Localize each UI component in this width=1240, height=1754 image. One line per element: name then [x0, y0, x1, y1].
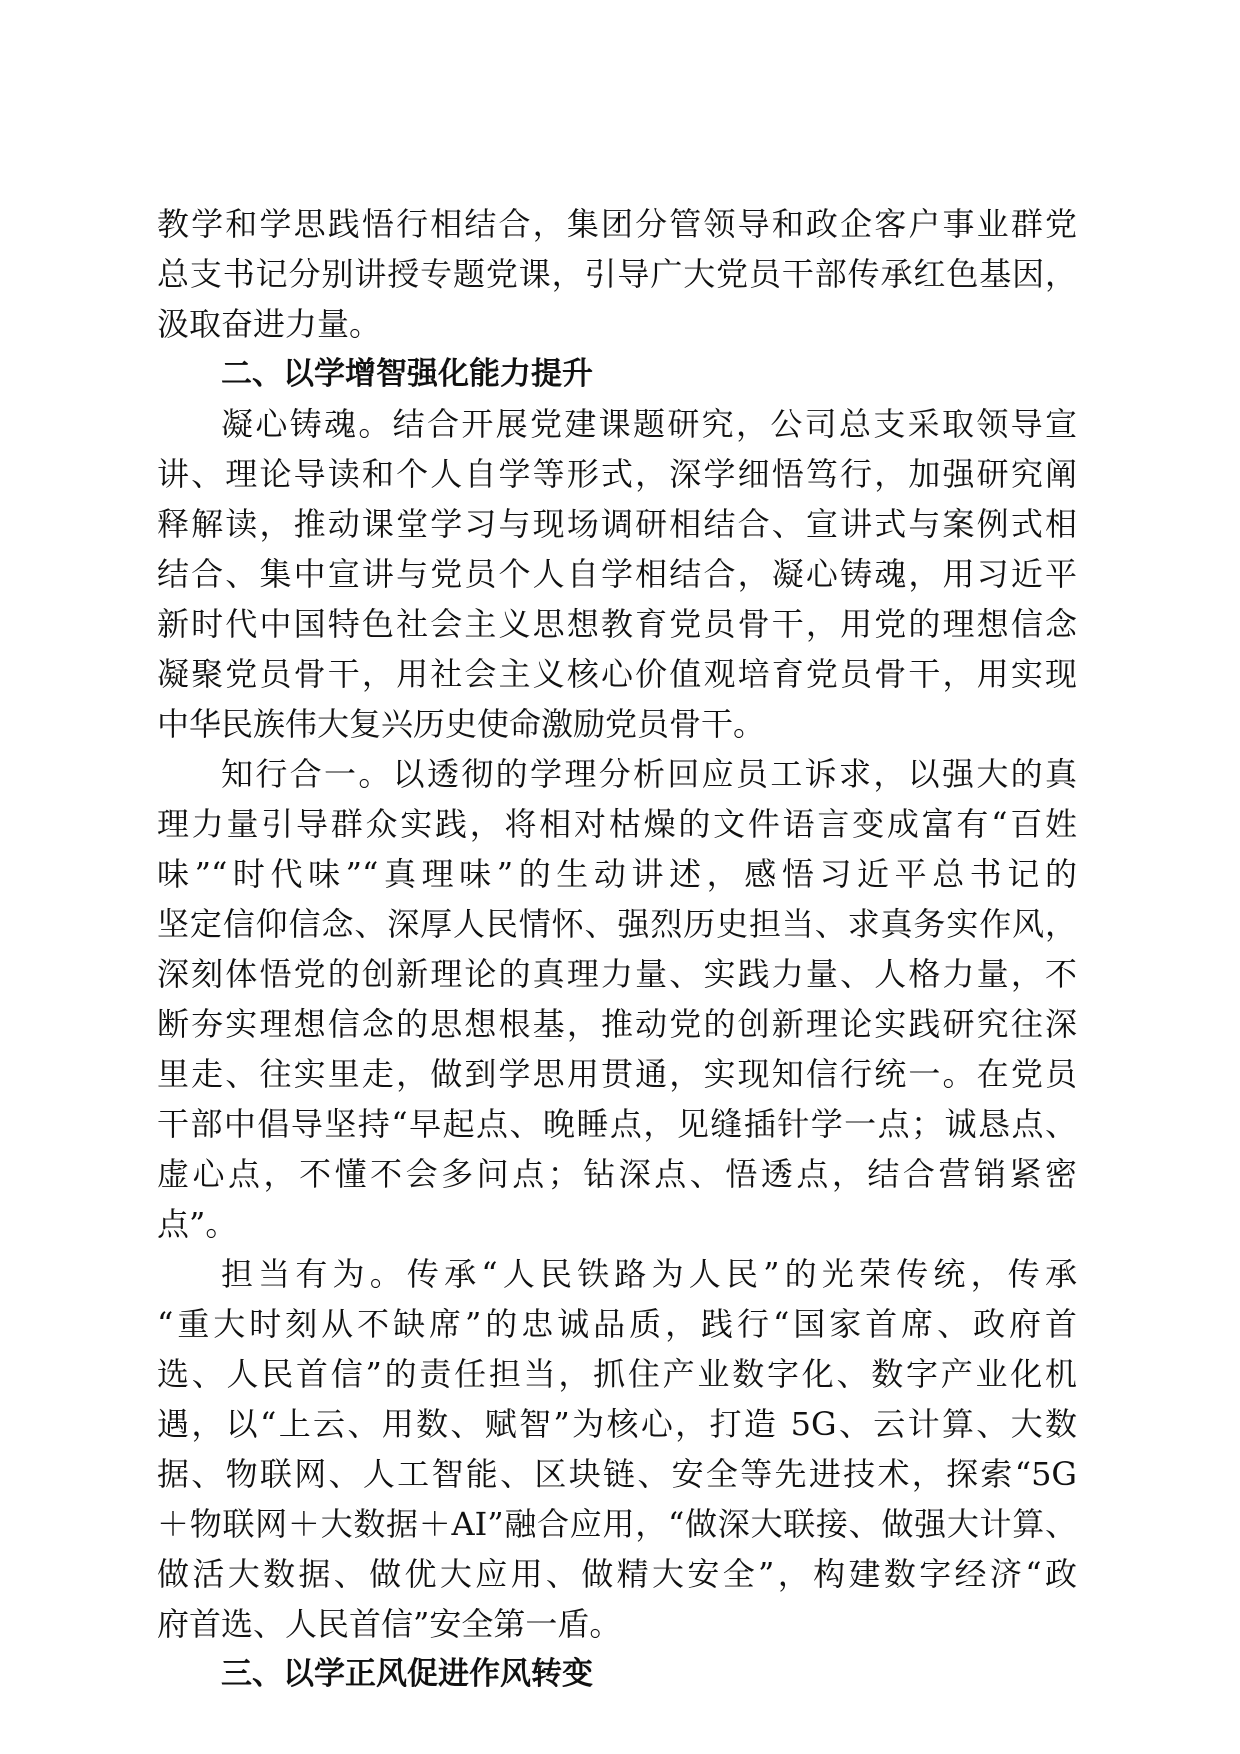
body-line: 府首选、人民首信”安全第一盾。: [157, 1605, 622, 1643]
body-line: ＋物联网＋大数据＋AI”融合应用，“做深大联接、做强大计算、: [157, 1505, 1077, 1543]
body-line: 总支书记分别讲授专题党课，引导广大党员干部传承红色基因，: [157, 255, 1077, 293]
body-line: 选、人民首信”的责任担当，抓住产业数字化、数字产业化机: [157, 1355, 1077, 1393]
body-line: 汲取奋进力量。: [157, 305, 382, 343]
body-line: 讲、理论导读和个人自学等形式，深学细悟笃行，加强研究阐: [157, 455, 1077, 493]
body-line: 教学和学思践悟行相结合，集团分管领导和政企客户事业群党: [157, 205, 1077, 243]
body-line: 里走、往实里走，做到学思用贯通，实现知信行统一。在党员: [157, 1055, 1077, 1093]
body-line: 断夯实理想信念的思想根基，推动党的创新理论实践研究往深: [157, 1005, 1077, 1043]
body-line: 虚心点，不懂不会多问点；钻深点、悟透点，结合营销紧密: [157, 1155, 1077, 1193]
body-line: 点”。: [157, 1205, 238, 1243]
body-line: 凝聚党员骨干，用社会主义核心价值观培育党员骨干，用实现: [157, 655, 1077, 693]
paragraph-start-line: 凝心铸魂。结合开展党建课题研究，公司总支采取领导宣: [221, 405, 1077, 443]
section-heading-2: 二、以学增智强化能力提升: [221, 356, 593, 392]
body-line: 做活大数据、做优大应用、做精大安全”，构建数字经济“政: [157, 1555, 1077, 1593]
body-line: 释解读，推动课堂学习与现场调研相结合、宣讲式与案例式相: [157, 505, 1077, 543]
document-page: [157, 199, 1077, 1699]
paragraph-start-line: 担当有为。传承“人民铁路为人民”的光荣传统，传承: [221, 1255, 1077, 1293]
body-line: 深刻体悟党的创新理论的真理力量、实践力量、人格力量，不: [157, 955, 1077, 993]
body-line: 干部中倡导坚持“早起点、晚睡点，见缝插针学一点；诚恳点、: [157, 1105, 1077, 1143]
body-line: 中华民族伟大复兴历史使命激励党员骨干。: [157, 705, 766, 743]
body-line: 新时代中国特色社会主义思想教育党员骨干，用党的理想信念: [157, 605, 1077, 643]
body-line: 坚定信仰信念、深厚人民情怀、强烈历史担当、求真务实作风，: [157, 905, 1077, 943]
paragraph-start-line: 知行合一。以透彻的学理分析回应员工诉求，以强大的真: [221, 755, 1077, 793]
body-line: “重大时刻从不缺席”的忠诚品质，践行“国家首席、政府首: [157, 1305, 1077, 1343]
body-line: 味”“时代味”“真理味”的生动讲述，感悟习近平总书记的: [157, 855, 1077, 893]
body-line: 遇，以“上云、用数、赋智”为核心，打造 5G、云计算、大数: [157, 1405, 1077, 1443]
section-heading-3: 三、以学正风促进作风转变: [221, 1656, 593, 1692]
body-line: 理力量引导群众实践，将相对枯燥的文件语言变成富有“百姓: [157, 805, 1077, 843]
body-line: 结合、集中宣讲与党员个人自学相结合，凝心铸魂，用习近平: [157, 555, 1077, 593]
body-line: 据、物联网、人工智能、区块链、安全等先进技术，探索“5G: [157, 1455, 1077, 1493]
